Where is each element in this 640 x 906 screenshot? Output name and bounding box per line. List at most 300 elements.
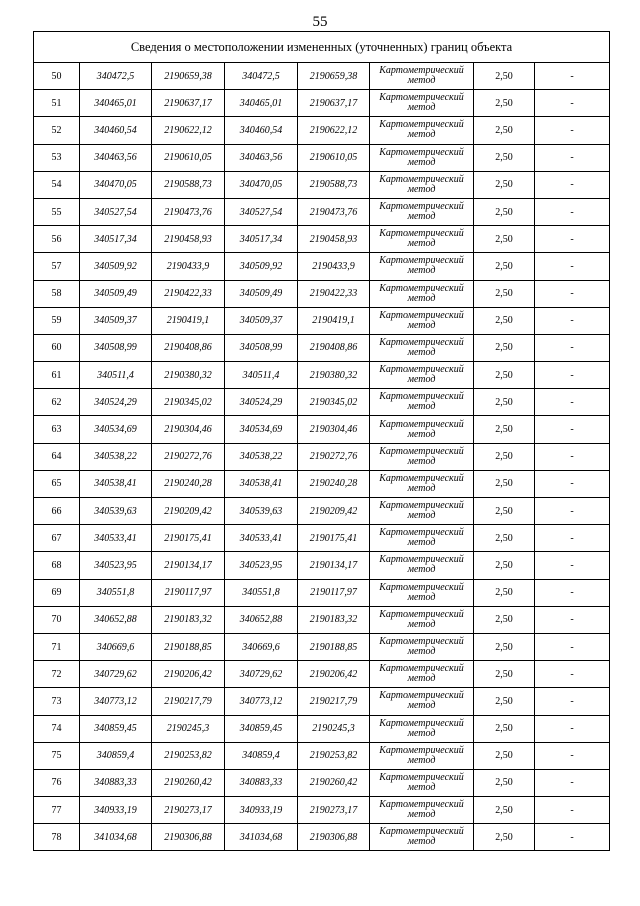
x-refined-cell: 340534,69 bbox=[225, 416, 298, 443]
method-cell bbox=[370, 470, 474, 497]
y-refined-cell: 2190610,05 bbox=[298, 144, 370, 171]
y-refined-cell: 2190188,85 bbox=[298, 633, 370, 660]
table-row bbox=[34, 280, 610, 307]
table-row bbox=[34, 606, 610, 633]
point-number-cell: 78 bbox=[34, 824, 80, 851]
method-label-line2: метод bbox=[407, 700, 436, 712]
x-existing-cell: 340509,49 bbox=[80, 280, 152, 307]
point-number-cell: 50 bbox=[34, 63, 80, 90]
point-number-cell: 72 bbox=[34, 661, 80, 688]
method-cell bbox=[370, 688, 474, 715]
point-number-cell: 53 bbox=[34, 144, 80, 171]
note-cell: - bbox=[535, 253, 610, 280]
method-label-line1: Картометрический bbox=[379, 472, 464, 484]
y-existing-cell: 2190206,42 bbox=[152, 661, 225, 688]
table-row bbox=[34, 307, 610, 334]
method-label-line1: Картометрический bbox=[379, 364, 464, 376]
note-cell: - bbox=[535, 688, 610, 715]
note-cell: - bbox=[535, 498, 610, 525]
table-row bbox=[34, 742, 610, 769]
y-refined-cell: 2190134,17 bbox=[298, 552, 370, 579]
precision-cell: 2,50 bbox=[474, 117, 535, 144]
x-existing-cell: 340465,01 bbox=[80, 90, 152, 117]
x-existing-cell: 340508,99 bbox=[80, 334, 152, 361]
method-label-line2: метод bbox=[407, 156, 436, 168]
y-existing-cell: 2190273,17 bbox=[152, 797, 225, 824]
x-existing-cell: 340533,41 bbox=[80, 525, 152, 552]
table-row bbox=[34, 797, 610, 824]
method-label-line1: Картометрический bbox=[379, 255, 464, 267]
method-label-line1: Картометрический bbox=[379, 826, 464, 838]
method-label-line2: метод bbox=[407, 781, 436, 793]
method-label-line1: Картометрический bbox=[379, 799, 464, 811]
point-number-cell: 60 bbox=[34, 334, 80, 361]
note-cell: - bbox=[535, 362, 610, 389]
y-refined-cell: 2190240,28 bbox=[298, 470, 370, 497]
x-refined-cell: 340509,49 bbox=[225, 280, 298, 307]
y-refined-cell: 2190419,1 bbox=[298, 307, 370, 334]
precision-cell: 2,50 bbox=[474, 389, 535, 416]
x-refined-cell: 340463,56 bbox=[225, 144, 298, 171]
y-refined-cell: 2190345,02 bbox=[298, 389, 370, 416]
table-row bbox=[34, 633, 610, 660]
x-existing-cell: 340524,29 bbox=[80, 389, 152, 416]
note-cell: - bbox=[535, 307, 610, 334]
y-existing-cell: 2190380,32 bbox=[152, 362, 225, 389]
x-existing-cell: 340652,88 bbox=[80, 606, 152, 633]
method-label-line1: Картометрический bbox=[379, 146, 464, 158]
method-label-line1: Картометрический bbox=[379, 418, 464, 430]
point-number-cell: 64 bbox=[34, 443, 80, 470]
method-label-line2: метод bbox=[407, 211, 436, 223]
y-existing-cell: 2190240,28 bbox=[152, 470, 225, 497]
page-number: 55 bbox=[312, 14, 328, 30]
precision-cell: 2,50 bbox=[474, 334, 535, 361]
y-existing-cell: 2190253,82 bbox=[152, 742, 225, 769]
x-existing-cell: 340883,33 bbox=[80, 769, 152, 796]
note-cell: - bbox=[535, 824, 610, 851]
method-label-line2: метод bbox=[407, 75, 436, 87]
method-cell bbox=[370, 253, 474, 280]
method-label-line2: метод bbox=[407, 564, 436, 576]
y-existing-cell: 2190610,05 bbox=[152, 144, 225, 171]
method-cell bbox=[370, 824, 474, 851]
y-existing-cell: 2190260,42 bbox=[152, 769, 225, 796]
table-row bbox=[34, 552, 610, 579]
method-label-line1: Картометрический bbox=[379, 445, 464, 457]
x-existing-cell: 340509,92 bbox=[80, 253, 152, 280]
table-row bbox=[34, 253, 610, 280]
table-row bbox=[34, 470, 610, 497]
point-number-cell: 73 bbox=[34, 688, 80, 715]
table-title: Сведения о местоположении измененных (уточненных) границ объекта bbox=[34, 32, 610, 63]
y-refined-cell: 2190380,32 bbox=[298, 362, 370, 389]
precision-cell: 2,50 bbox=[474, 715, 535, 742]
precision-cell: 2,50 bbox=[474, 63, 535, 90]
table-row bbox=[34, 416, 610, 443]
x-refined-cell: 340511,4 bbox=[225, 362, 298, 389]
y-existing-cell: 2190408,86 bbox=[152, 334, 225, 361]
y-refined-cell: 2190273,17 bbox=[298, 797, 370, 824]
y-refined-cell: 2190622,12 bbox=[298, 117, 370, 144]
note-cell: - bbox=[535, 226, 610, 253]
precision-cell: 2,50 bbox=[474, 688, 535, 715]
method-label-line2: метод bbox=[407, 673, 436, 685]
y-existing-cell: 2190188,85 bbox=[152, 633, 225, 660]
method-label-line2: метод bbox=[407, 618, 436, 630]
precision-cell: 2,50 bbox=[474, 253, 535, 280]
method-label-line2: метод bbox=[407, 455, 436, 467]
y-refined-cell: 2190659,38 bbox=[298, 63, 370, 90]
method-cell bbox=[370, 171, 474, 198]
x-refined-cell: 340538,41 bbox=[225, 470, 298, 497]
precision-cell: 2,50 bbox=[474, 498, 535, 525]
precision-cell: 2,50 bbox=[474, 198, 535, 225]
method-label-line1: Картометрический bbox=[379, 119, 464, 131]
x-refined-cell: 340729,62 bbox=[225, 661, 298, 688]
precision-cell: 2,50 bbox=[474, 606, 535, 633]
point-number-cell: 54 bbox=[34, 171, 80, 198]
x-existing-cell: 340729,62 bbox=[80, 661, 152, 688]
x-refined-cell: 340539,63 bbox=[225, 498, 298, 525]
y-refined-cell: 2190458,93 bbox=[298, 226, 370, 253]
y-refined-cell: 2190588,73 bbox=[298, 171, 370, 198]
method-label-line1: Картометрический bbox=[379, 92, 464, 104]
method-label-line2: метод bbox=[407, 646, 436, 658]
point-number-cell: 75 bbox=[34, 742, 80, 769]
precision-cell: 2,50 bbox=[474, 443, 535, 470]
y-existing-cell: 2190622,12 bbox=[152, 117, 225, 144]
precision-cell: 2,50 bbox=[474, 742, 535, 769]
method-label-line2: метод bbox=[407, 129, 436, 141]
y-existing-cell: 2190422,33 bbox=[152, 280, 225, 307]
x-refined-cell: 340933,19 bbox=[225, 797, 298, 824]
y-existing-cell: 2190304,46 bbox=[152, 416, 225, 443]
method-label-line1: Картометрический bbox=[379, 663, 464, 675]
x-existing-cell: 340534,69 bbox=[80, 416, 152, 443]
precision-cell: 2,50 bbox=[474, 144, 535, 171]
method-cell bbox=[370, 661, 474, 688]
y-existing-cell: 2190175,41 bbox=[152, 525, 225, 552]
note-cell: - bbox=[535, 389, 610, 416]
y-refined-cell: 2190217,79 bbox=[298, 688, 370, 715]
method-label-line1: Картометрический bbox=[379, 581, 464, 593]
table-row bbox=[34, 715, 610, 742]
x-refined-cell: 340538,22 bbox=[225, 443, 298, 470]
note-cell: - bbox=[535, 117, 610, 144]
table-row bbox=[34, 90, 610, 117]
precision-cell: 2,50 bbox=[474, 362, 535, 389]
table-header-row bbox=[34, 32, 610, 63]
method-cell bbox=[370, 389, 474, 416]
y-refined-cell: 2190304,46 bbox=[298, 416, 370, 443]
table-row bbox=[34, 688, 610, 715]
x-refined-cell: 340527,54 bbox=[225, 198, 298, 225]
point-number-cell: 59 bbox=[34, 307, 80, 334]
x-refined-cell: 340652,88 bbox=[225, 606, 298, 633]
method-label-line2: метод bbox=[407, 319, 436, 331]
method-label-line1: Картометрический bbox=[379, 527, 464, 539]
note-cell: - bbox=[535, 171, 610, 198]
y-refined-cell: 2190209,42 bbox=[298, 498, 370, 525]
method-label-line1: Картометрический bbox=[379, 336, 464, 348]
method-label-line1: Картометрический bbox=[379, 201, 464, 213]
note-cell: - bbox=[535, 416, 610, 443]
method-cell bbox=[370, 715, 474, 742]
precision-cell: 2,50 bbox=[474, 824, 535, 851]
precision-cell: 2,50 bbox=[474, 633, 535, 660]
method-label-line1: Картометрический bbox=[379, 173, 464, 185]
note-cell: - bbox=[535, 443, 610, 470]
x-refined-cell: 340470,05 bbox=[225, 171, 298, 198]
method-cell bbox=[370, 416, 474, 443]
x-existing-cell: 340538,41 bbox=[80, 470, 152, 497]
method-label-line1: Картометрический bbox=[379, 228, 464, 240]
x-refined-cell: 341034,68 bbox=[225, 824, 298, 851]
method-label-line1: Картометрический bbox=[379, 690, 464, 702]
x-refined-cell: 340773,12 bbox=[225, 688, 298, 715]
y-existing-cell: 2190659,38 bbox=[152, 63, 225, 90]
y-existing-cell: 2190433,9 bbox=[152, 253, 225, 280]
table-row bbox=[34, 443, 610, 470]
y-refined-cell: 2190422,33 bbox=[298, 280, 370, 307]
y-existing-cell: 2190419,1 bbox=[152, 307, 225, 334]
y-existing-cell: 2190473,76 bbox=[152, 198, 225, 225]
x-existing-cell: 340463,56 bbox=[80, 144, 152, 171]
x-refined-cell: 340509,37 bbox=[225, 307, 298, 334]
y-refined-cell: 2190253,82 bbox=[298, 742, 370, 769]
x-refined-cell: 340523,95 bbox=[225, 552, 298, 579]
x-existing-cell: 340509,37 bbox=[80, 307, 152, 334]
method-label-line1: Картометрический bbox=[379, 608, 464, 620]
x-refined-cell: 340533,41 bbox=[225, 525, 298, 552]
precision-cell: 2,50 bbox=[474, 307, 535, 334]
table-row bbox=[34, 525, 610, 552]
note-cell: - bbox=[535, 742, 610, 769]
point-number-cell: 52 bbox=[34, 117, 80, 144]
method-cell bbox=[370, 498, 474, 525]
y-refined-cell: 2190183,32 bbox=[298, 606, 370, 633]
point-number-cell: 66 bbox=[34, 498, 80, 525]
x-existing-cell: 340472,5 bbox=[80, 63, 152, 90]
method-label-line1: Картометрический bbox=[379, 282, 464, 294]
y-refined-cell: 2190260,42 bbox=[298, 769, 370, 796]
method-label-line2: метод bbox=[407, 401, 436, 413]
x-existing-cell: 340859,4 bbox=[80, 742, 152, 769]
method-label-line2: метод bbox=[407, 265, 436, 277]
method-label-line1: Картометрический bbox=[379, 309, 464, 321]
point-number-cell: 63 bbox=[34, 416, 80, 443]
method-label-line2: метод bbox=[407, 591, 436, 603]
note-cell: - bbox=[535, 579, 610, 606]
x-existing-cell: 340470,05 bbox=[80, 171, 152, 198]
method-cell bbox=[370, 198, 474, 225]
method-label-line2: метод bbox=[407, 482, 436, 494]
table-row bbox=[34, 389, 610, 416]
method-cell bbox=[370, 633, 474, 660]
method-label-line1: Картометрический bbox=[379, 744, 464, 756]
y-existing-cell: 2190588,73 bbox=[152, 171, 225, 198]
table-row bbox=[34, 226, 610, 253]
method-cell bbox=[370, 63, 474, 90]
y-refined-cell: 2190272,76 bbox=[298, 443, 370, 470]
method-label-line2: метод bbox=[407, 292, 436, 304]
table-row bbox=[34, 661, 610, 688]
point-number-cell: 70 bbox=[34, 606, 80, 633]
y-refined-cell: 2190206,42 bbox=[298, 661, 370, 688]
note-cell: - bbox=[535, 280, 610, 307]
x-refined-cell: 340465,01 bbox=[225, 90, 298, 117]
method-label-line2: метод bbox=[407, 537, 436, 549]
point-number-cell: 74 bbox=[34, 715, 80, 742]
method-label-line2: метод bbox=[407, 238, 436, 250]
precision-cell: 2,50 bbox=[474, 470, 535, 497]
method-label-line2: метод bbox=[407, 754, 436, 766]
method-label-line2: метод bbox=[407, 374, 436, 386]
x-refined-cell: 340859,4 bbox=[225, 742, 298, 769]
y-existing-cell: 2190458,93 bbox=[152, 226, 225, 253]
point-number-cell: 69 bbox=[34, 579, 80, 606]
x-existing-cell: 340859,45 bbox=[80, 715, 152, 742]
table-row bbox=[34, 579, 610, 606]
precision-cell: 2,50 bbox=[474, 797, 535, 824]
method-cell bbox=[370, 90, 474, 117]
table-row bbox=[34, 144, 610, 171]
x-refined-cell: 340472,5 bbox=[225, 63, 298, 90]
point-number-cell: 51 bbox=[34, 90, 80, 117]
note-cell: - bbox=[535, 470, 610, 497]
precision-cell: 2,50 bbox=[474, 90, 535, 117]
point-number-cell: 61 bbox=[34, 362, 80, 389]
point-number-cell: 71 bbox=[34, 633, 80, 660]
method-label-line1: Картометрический bbox=[379, 771, 464, 783]
point-number-cell: 76 bbox=[34, 769, 80, 796]
x-refined-cell: 340524,29 bbox=[225, 389, 298, 416]
point-number-cell: 57 bbox=[34, 253, 80, 280]
x-existing-cell: 340551,8 bbox=[80, 579, 152, 606]
method-cell bbox=[370, 362, 474, 389]
note-cell: - bbox=[535, 90, 610, 117]
precision-cell: 2,50 bbox=[474, 525, 535, 552]
y-refined-cell: 2190473,76 bbox=[298, 198, 370, 225]
y-refined-cell: 2190408,86 bbox=[298, 334, 370, 361]
note-cell: - bbox=[535, 661, 610, 688]
method-cell bbox=[370, 579, 474, 606]
x-refined-cell: 340669,6 bbox=[225, 633, 298, 660]
precision-cell: 2,50 bbox=[474, 226, 535, 253]
point-number-cell: 62 bbox=[34, 389, 80, 416]
method-cell bbox=[370, 606, 474, 633]
method-label-line1: Картометрический bbox=[379, 391, 464, 403]
note-cell: - bbox=[535, 334, 610, 361]
y-existing-cell: 2190134,17 bbox=[152, 552, 225, 579]
point-number-cell: 56 bbox=[34, 226, 80, 253]
x-existing-cell: 340538,22 bbox=[80, 443, 152, 470]
note-cell: - bbox=[535, 769, 610, 796]
method-cell bbox=[370, 742, 474, 769]
y-existing-cell: 2190245,3 bbox=[152, 715, 225, 742]
method-cell bbox=[370, 443, 474, 470]
method-cell bbox=[370, 280, 474, 307]
precision-cell: 2,50 bbox=[474, 661, 535, 688]
method-cell bbox=[370, 117, 474, 144]
note-cell: - bbox=[535, 606, 610, 633]
x-existing-cell: 340773,12 bbox=[80, 688, 152, 715]
precision-cell: 2,50 bbox=[474, 579, 535, 606]
table-row bbox=[34, 63, 610, 90]
method-cell bbox=[370, 144, 474, 171]
y-existing-cell: 2190637,17 bbox=[152, 90, 225, 117]
note-cell: - bbox=[535, 633, 610, 660]
note-cell: - bbox=[535, 198, 610, 225]
note-cell: - bbox=[535, 525, 610, 552]
x-existing-cell: 340933,19 bbox=[80, 797, 152, 824]
table-row bbox=[34, 824, 610, 851]
table-row bbox=[34, 171, 610, 198]
y-existing-cell: 2190345,02 bbox=[152, 389, 225, 416]
y-refined-cell: 2190433,9 bbox=[298, 253, 370, 280]
method-label-line2: метод bbox=[407, 346, 436, 358]
y-refined-cell: 2190245,3 bbox=[298, 715, 370, 742]
x-existing-cell: 340517,34 bbox=[80, 226, 152, 253]
method-label-line1: Картометрический bbox=[379, 65, 464, 77]
coordinates-table bbox=[33, 31, 610, 851]
point-number-cell: 58 bbox=[34, 280, 80, 307]
precision-cell: 2,50 bbox=[474, 171, 535, 198]
precision-cell: 2,50 bbox=[474, 416, 535, 443]
x-existing-cell: 340669,6 bbox=[80, 633, 152, 660]
note-cell: - bbox=[535, 63, 610, 90]
y-refined-cell: 2190117,97 bbox=[298, 579, 370, 606]
x-refined-cell: 340551,8 bbox=[225, 579, 298, 606]
note-cell: - bbox=[535, 552, 610, 579]
y-existing-cell: 2190272,76 bbox=[152, 443, 225, 470]
point-number-cell: 77 bbox=[34, 797, 80, 824]
method-label-line1: Картометрический bbox=[379, 636, 464, 648]
y-existing-cell: 2190183,32 bbox=[152, 606, 225, 633]
method-label-line1: Картометрический bbox=[379, 500, 464, 512]
point-number-cell: 55 bbox=[34, 198, 80, 225]
table-row bbox=[34, 198, 610, 225]
table-row bbox=[34, 117, 610, 144]
x-existing-cell: 340460,54 bbox=[80, 117, 152, 144]
table-row bbox=[34, 334, 610, 361]
y-existing-cell: 2190117,97 bbox=[152, 579, 225, 606]
precision-cell: 2,50 bbox=[474, 552, 535, 579]
x-refined-cell: 340859,45 bbox=[225, 715, 298, 742]
y-existing-cell: 2190306,88 bbox=[152, 824, 225, 851]
y-refined-cell: 2190306,88 bbox=[298, 824, 370, 851]
method-label-line2: метод bbox=[407, 809, 436, 821]
method-label-line1: Картометрический bbox=[379, 717, 464, 729]
point-number-cell: 68 bbox=[34, 552, 80, 579]
y-existing-cell: 2190217,79 bbox=[152, 688, 225, 715]
method-cell bbox=[370, 552, 474, 579]
method-cell bbox=[370, 769, 474, 796]
x-existing-cell: 340523,95 bbox=[80, 552, 152, 579]
precision-cell: 2,50 bbox=[474, 280, 535, 307]
x-refined-cell: 340517,34 bbox=[225, 226, 298, 253]
method-cell bbox=[370, 797, 474, 824]
x-refined-cell: 340509,92 bbox=[225, 253, 298, 280]
y-refined-cell: 2190175,41 bbox=[298, 525, 370, 552]
x-existing-cell: 341034,68 bbox=[80, 824, 152, 851]
table-row bbox=[34, 498, 610, 525]
precision-cell: 2,50 bbox=[474, 769, 535, 796]
x-existing-cell: 340511,4 bbox=[80, 362, 152, 389]
method-label-line2: метод bbox=[407, 428, 436, 440]
y-existing-cell: 2190209,42 bbox=[152, 498, 225, 525]
